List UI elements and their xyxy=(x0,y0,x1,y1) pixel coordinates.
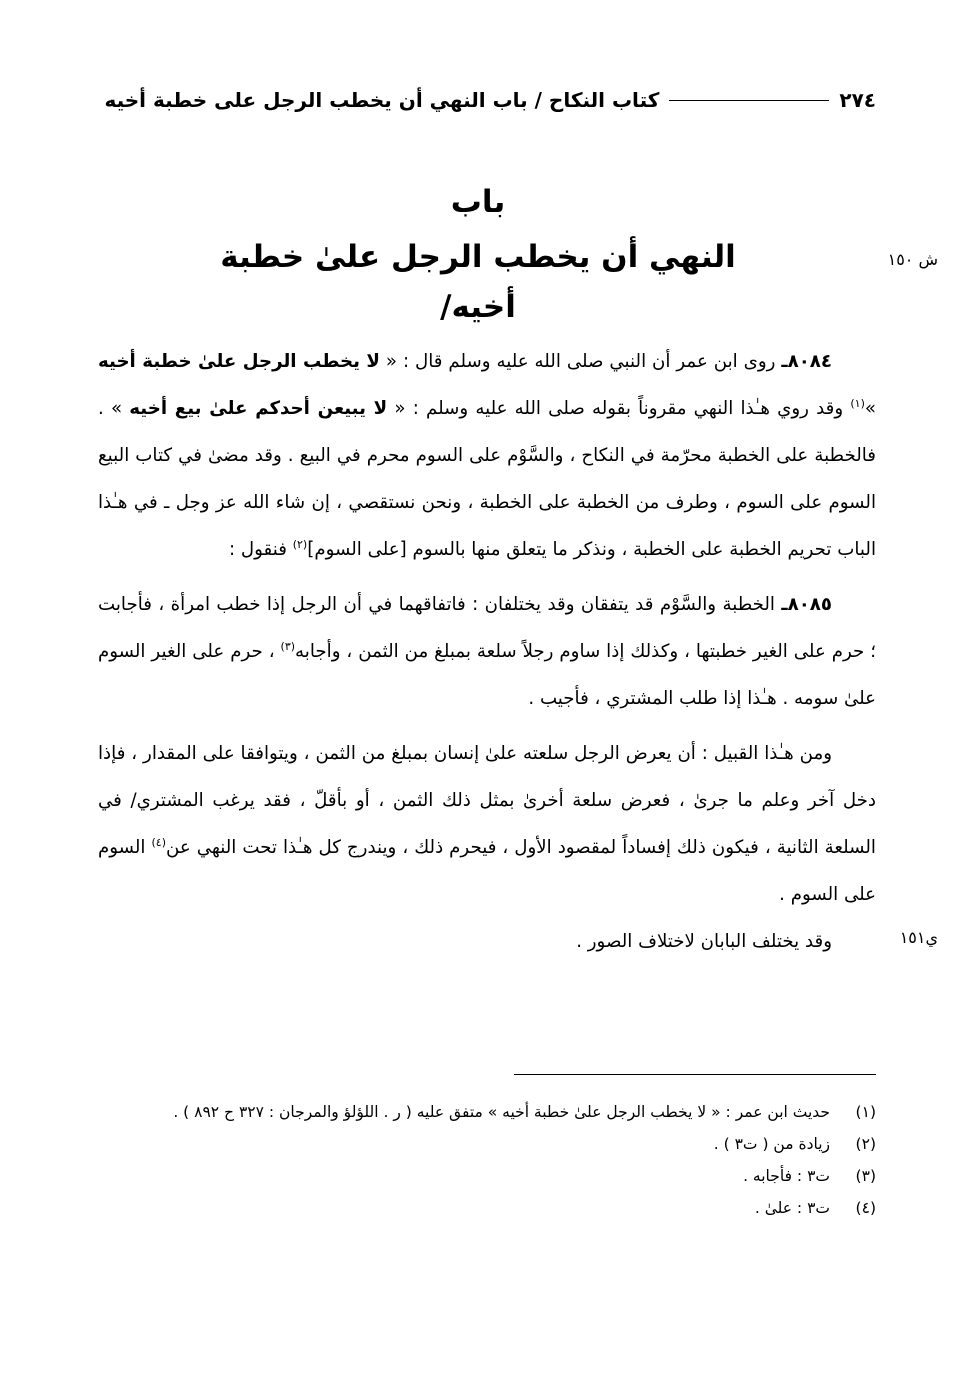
footnote-number: (١) xyxy=(855,1103,876,1121)
running-header xyxy=(96,80,876,120)
footnote-number: (٣) xyxy=(855,1167,876,1185)
footnote-3 xyxy=(98,1160,876,1192)
body-text xyxy=(98,338,876,965)
footnote-ref: (٢) xyxy=(292,537,308,551)
footnote-ref: (٤) xyxy=(151,835,166,849)
paragraph-number: ٨٠٨٥ـ xyxy=(781,594,832,615)
paragraph-text: » xyxy=(864,398,876,419)
paragraph-text: وقد روي هـٰذا النهي مقروناً بقوله صلى الله عليه وسلم : « xyxy=(387,398,851,419)
footnote-4 xyxy=(98,1192,876,1224)
footnote-text: ت٣ : علىٰ . xyxy=(754,1199,830,1217)
paragraph-8084 xyxy=(98,338,876,573)
footnote-text: ت٣ : فأجابه . xyxy=(743,1167,830,1185)
running-title: كتاب النكاح / باب النهي أن يخطب الرجل على خطبة أخيه xyxy=(104,88,660,112)
paragraph-number: ٨٠٨٤ـ xyxy=(781,351,832,372)
footnote-text: زيادة من ( ت٣ ) . xyxy=(713,1135,830,1153)
paragraph-closing xyxy=(98,918,876,965)
footnote-text: حديث ابن عمر : « لا يخطب الرجل علىٰ خطبة أخيه » متفق عليه ( ر . اللؤلؤ والمرجان : ٣٢٧ ح ٨٩٢ ) . xyxy=(173,1103,830,1121)
margin-note-top: ش ١٥٠ xyxy=(887,250,938,269)
page-number: ٢٧٤ xyxy=(839,88,876,112)
paragraph-text: الخطبة والسَّوْم قد يتفقان وقد يختلفان : فاتفاقهما في أن الرجل إذا خطب امرأة ، فأجابت ؛ حرم على الغير خطبتها ، وكذلك إذا ساوم رجلاً سلعة بمبلغ من الثمن ، وأجابه xyxy=(98,594,877,662)
paragraph-text: فنقول : xyxy=(229,539,293,560)
paragraph-qabil xyxy=(98,730,876,918)
margin-note-bottom: ي١٥١ xyxy=(899,928,938,947)
paragraph-text: » . فالخطبة على الخطبة محرّمة في النكاح ، والسَّوْم على السوم محرم في البيع . وقد مضىٰ في كتاب البيع السوم على السوم ، وطرف من الخطبة على الخطبة ، ونحن نستقصي ، إن شاء الله عز وجل ـ في هـٰذا الباب تحريم الخطبة على الخطبة ، ونذكر ما يتعلق منها بالسوم [على السوم] xyxy=(98,398,876,560)
footnote-ref: (١) xyxy=(850,396,865,410)
footnote-ref: (٣) xyxy=(280,639,296,653)
footnote-1 xyxy=(98,1096,876,1128)
footnote-number: (٤) xyxy=(855,1199,876,1217)
paragraph-text: ومن هـٰذا القبيل : أن يعرض الرجل سلعته علىٰ إنسان بمبلغ من الثمن ، ويتوافقا على المقدار ، فإذا دخل آخر وعلم ما جرىٰ ، فعرض سلعة أخرىٰ بمثل ذلك الثمن ، أو بأقلّ ، فقد يرغب المشتري/ في السلعة الثانية ، فيكون ذلك إفساداً لمقصود الأول ، فيحرم ذلك ، ويندرج كل هـٰذا تحت النهي عن xyxy=(98,743,876,858)
footnote-2 xyxy=(98,1128,876,1160)
footnote-number: (٢) xyxy=(855,1135,876,1153)
hadith-quote: لا يبيعن أحدكم علىٰ بيع أخيه xyxy=(129,398,388,419)
header-rule xyxy=(669,100,829,101)
paragraph-text: ، حرم على الغير السوم علىٰ سومه . هـٰذا إذا طلب المشتري ، فأجيب . xyxy=(98,641,876,709)
chapter-heading xyxy=(180,180,776,332)
chapter-label: باب xyxy=(450,184,506,220)
footnotes xyxy=(98,1096,876,1224)
paragraph-text: السوم على السوم . xyxy=(98,837,876,905)
footnote-separator xyxy=(514,1074,876,1075)
paragraph-text: وقد يختلف البابان لاختلاف الصور . xyxy=(576,931,832,952)
paragraph-text: روى ابن عمر أن النبي صلى الله عليه وسلم قال : « xyxy=(379,351,782,372)
hadith-quote: لا يخطب الرجل علىٰ خطبة أخيه xyxy=(98,351,380,372)
chapter-title: النهي أن يخطب الرجل علىٰ خطبة أخيه/ xyxy=(220,239,736,325)
paragraph-8085 xyxy=(98,581,876,722)
